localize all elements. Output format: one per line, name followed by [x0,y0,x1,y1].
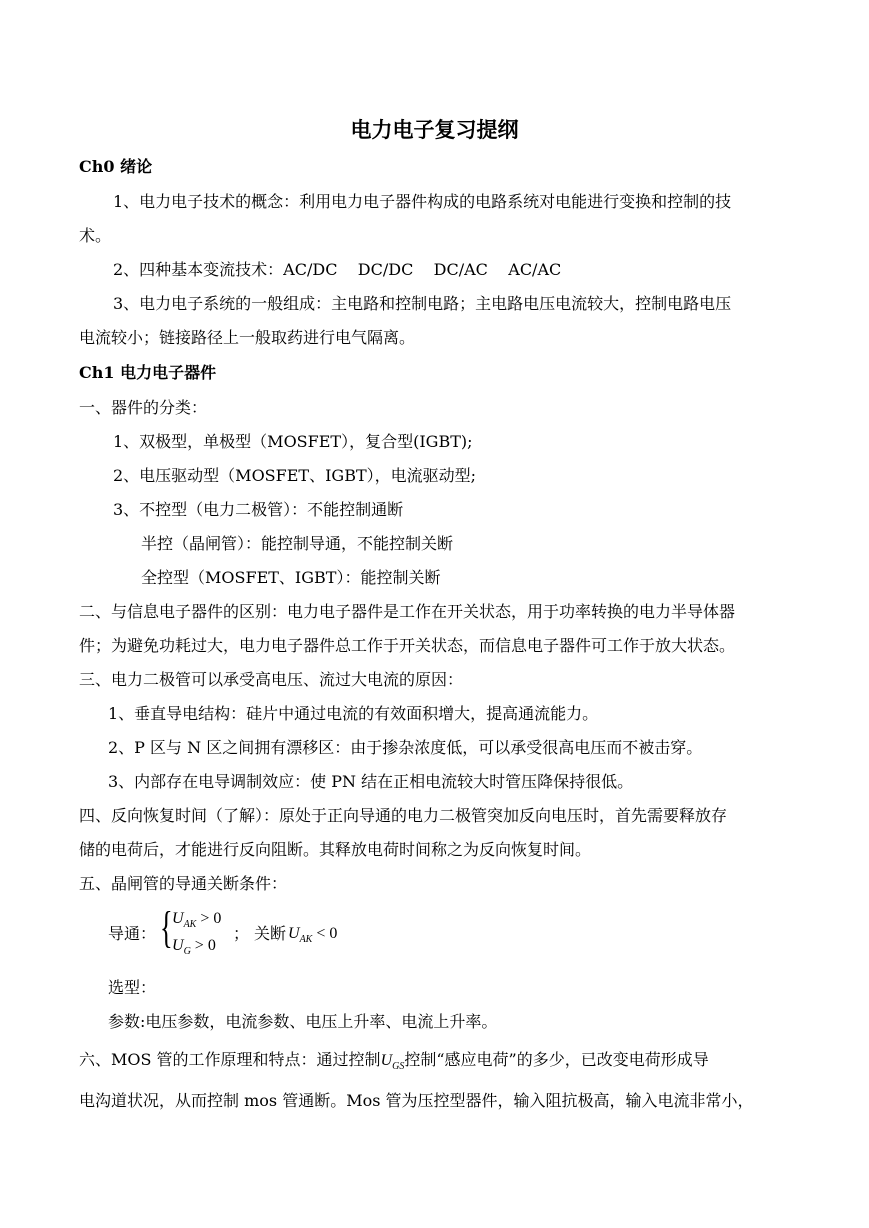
paragraph-text: 六、MOS 管的工作原理和特点：通过控制$U_{GS}$控制“感应电荷”的多少，已改变电荷形成导 [79,1050,709,1072]
paragraph-text: 术。 [79,226,112,245]
paragraph-text: 1、电力电子技术的概念：利用电力电子器件构成的电路系统对电能进行变换和控制的技 [113,192,732,211]
paragraph-text: 二、与信息电子器件的区别：电力电子器件是工作在开关状态，用于功率转换的电力半导体器 [79,602,736,621]
paragraph-text: 选型： [108,978,157,997]
paragraph-text: 2、四种基本变流技术：AC/DC DC/DC DC/AC AC/AC [113,260,562,279]
list-item: 1、垂直导电结构：硅片中通过电流的有效面积增大，提高通流能力。 [108,704,599,723]
paragraph-text: 参数:电压参数，电流参数、电压上升率、电流上升率。 [108,1012,498,1031]
formula-ak-negative: $U_{AK} < 0$ [288,925,338,945]
formula-g-positive: $U_G > 0$ [172,937,216,957]
section-heading: 五、晶闸管的导通关断条件： [79,874,288,893]
list-item: 2、P 区与 N 区之间拥有漂移区：由于掺杂浓度低，可以承受很高电压而不被击穿。 [108,738,703,757]
section-heading: 三、电力二极管可以承受高电压、流过大电流的原因： [79,670,464,689]
paragraph-text: 电沟道状况，从而控制 mos 管通断。Mos 管为压控型器件，输入阻抗极高，输入电流非常小， [79,1091,754,1110]
formula-ak-positive: $U_{AK} > 0$ [172,910,222,930]
chapter-heading-ch0: Ch0 绪论 [79,157,153,176]
paragraph-text: 3、电力电子系统的一般组成：主电路和控制电路；主电路电压电流较大，控制电路电压 [113,294,732,313]
section-heading: 一、器件的分类： [79,398,208,417]
formula-separator: ； [233,924,250,943]
paragraph-text: 件；为避免功耗过大，电力电子器件总工作于开关状态，而信息电子器件可工作于放大状态。 [79,636,736,655]
formula-brace: { [160,903,173,952]
paragraph-text: 四、反向恢复时间（了解）：原处于正向导通的电力二极管突加反向电压时，首先需要释放存 [79,806,728,825]
paragraph-text: 储的电荷后，才能进行反向阻断。其释放电荷时间称之为反向恢复时间。 [79,840,592,859]
list-item: 1、双极型，单极型（MOSFET），复合型(IGBT); [113,432,473,451]
formula-label-off: 关断 [254,924,287,943]
list-item: 全控型（MOSFET、IGBT）：能控制关断 [141,568,441,587]
list-item: 3、内部存在电导调制效应：使 PN 结在正相电流较大时管压降保持很低。 [108,772,634,791]
list-item: 2、电压驱动型（MOSFET、IGBT），电流驱动型; [113,466,477,485]
formula-label-on: 导通： [108,924,157,943]
list-item: 半控（晶闸管）：能控制导通，不能控制关断 [141,534,454,553]
chapter-heading-ch1: Ch1 电力电子器件 [79,363,217,382]
page-title: 电力电子复习提纲 [350,117,519,142]
paragraph-text: 电流较小；链接路径上一般取药进行电气隔离。 [79,328,416,347]
list-item: 3、不控型（电力二极管）：不能控制通断 [113,500,404,519]
